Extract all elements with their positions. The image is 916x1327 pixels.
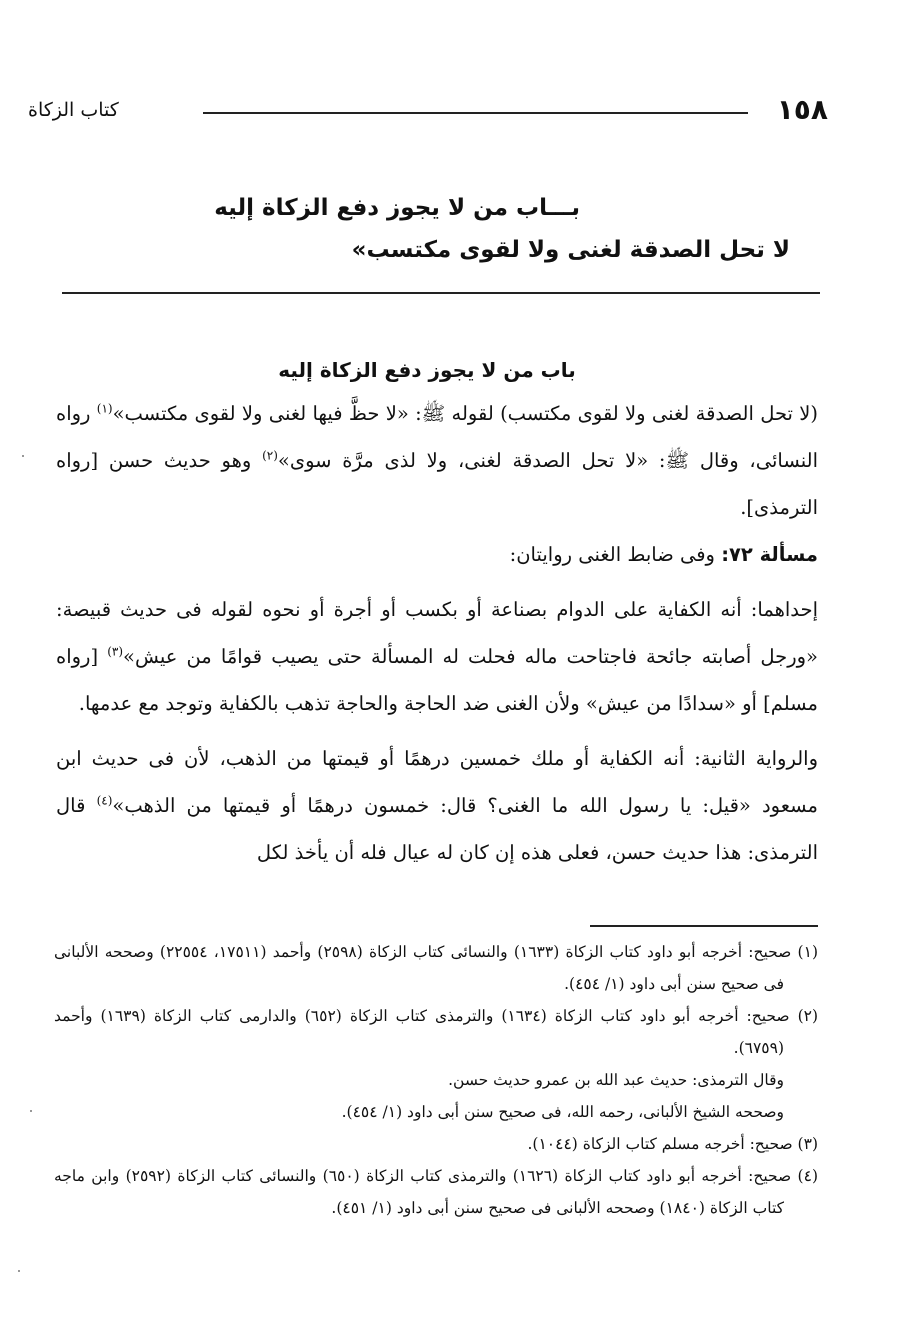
footnote-divider [590,925,818,927]
scan-speck [18,1270,20,1272]
footnote-1: (١) صحيح: أخرجه أبو داود كتاب الزكاة (١٦٣٣) والنسائى كتاب الزكاة (٢٥٩٨) وأحمد (١٧٥١١، ٢٢٥٥٤) وصححه الألبانى فى صحيح سنن أبى داود (١/ ٤٥٤). [54,943,818,993]
paragraph-text: إحداهما: أنه الكفاية على الدوام بصناعة أو بكسب أو أجرة أو نحوه لقوله فى حديث قبيصة: «ورجل أصابته جائحة فاجتاحت ماله فحلت له المسألة حتى يصيب قوامًا من عيش» [56,598,818,668]
matn-title-block [150,188,790,272]
paragraph-text: قال الترمذى: هذا حديث حسن، فعلى هذه إن كان له عيال فله أن يأخذ لكل [56,794,818,864]
masala-label: مسألة ٧٢: [721,543,818,566]
footnote-ref: (٢) [262,448,278,463]
paragraph-text: (لا تحل الصدقة لغنى ولا لقوى مكتسب) لقوله ﷺ: «لا حظَّ فيها لغنى ولا لقوى مكتسب» [112,402,819,425]
footnote-ref: (٣) [107,644,124,659]
footnote-4: (٤) صحيح: أخرجه أبو داود كتاب الزكاة (١٦٢٦) والترمذى كتاب الزكاة (٦٥٠) والنسائى كتاب الزكاة (٢٥٩٢) وابن ماجه كتاب الزكاة (١٨٤٠) وصححه الألبانى فى صحيح سنن أبى داود (١/ ٤٥١). [54,1167,818,1217]
paragraph-text: رواه النسائى، وقال ﷺ: «لا تحل الصدقة لغنى، ولا لذى مرَّة سوى» [56,402,818,472]
paragraph-text: وهو حديث حسن [رواه الترمذى]. [56,449,818,519]
page-number: ١٥٨ [776,93,828,126]
masala-text: وفى ضابط الغنى روايتان: [509,543,722,566]
scan-speck [22,455,24,457]
commentary-body [56,350,818,876]
paragraph-3 [56,735,818,876]
paragraph-1 [56,390,818,578]
matn-title: بـــاب من لا يجوز دفع الزكاة إليه [214,195,580,221]
footnote-ref: (٤) [96,793,113,808]
footnote-2-note: وصححه الشيخ الألبانى، رحمه الله، فى صحيح سنن أبى داود (١/ ٤٥٤). [341,1103,784,1121]
paragraph-2 [56,586,818,727]
title-divider [62,292,820,294]
running-header [28,92,828,132]
footnote-ref: (١) [96,401,113,416]
footnote-2-note: وقال الترمذى: حديث عبد الله بن عمرو حديث حسن. [448,1071,784,1089]
header-rule [203,112,748,114]
book-title: كتاب الزكاة [28,99,119,121]
footnote-3: (٣) صحيح: أخرجه مسلم كتاب الزكاة (١٠٤٤). [527,1135,818,1153]
paragraph-text: والرواية الثانية: أنه الكفاية أو ملك خمسين درهمًا أو قيمتها من الذهب، لأن فى حديث ابن مسعود «قيل: يا رسول الله ما الغنى؟ قال: خمسون درهمًا أو قيمتها من الذهب» [56,747,818,817]
footnote-2: (٢) صحيح: أخرجه أبو داود كتاب الزكاة (١٦٣٤) والترمذى كتاب الزكاة (٦٥٢) والدارمى كتاب الزكاة (١٦٣٩) وأحمد (٦٧٥٩). [54,1007,819,1057]
paragraph-text: [رواه مسلم] أو «سدادًا من عيش» ولأن الغنى ضد الحاجة والحاجة تذهب بالكفاية وتوجد مع عدمها. [56,645,818,715]
footnotes [54,936,818,1224]
chapter-heading: باب من لا يجوز دفع الزكاة إليه [278,358,576,382]
scan-speck [30,1110,32,1112]
matn-text: لا تحل الصدقة لغنى ولا لقوى مكتسب» [351,237,790,263]
